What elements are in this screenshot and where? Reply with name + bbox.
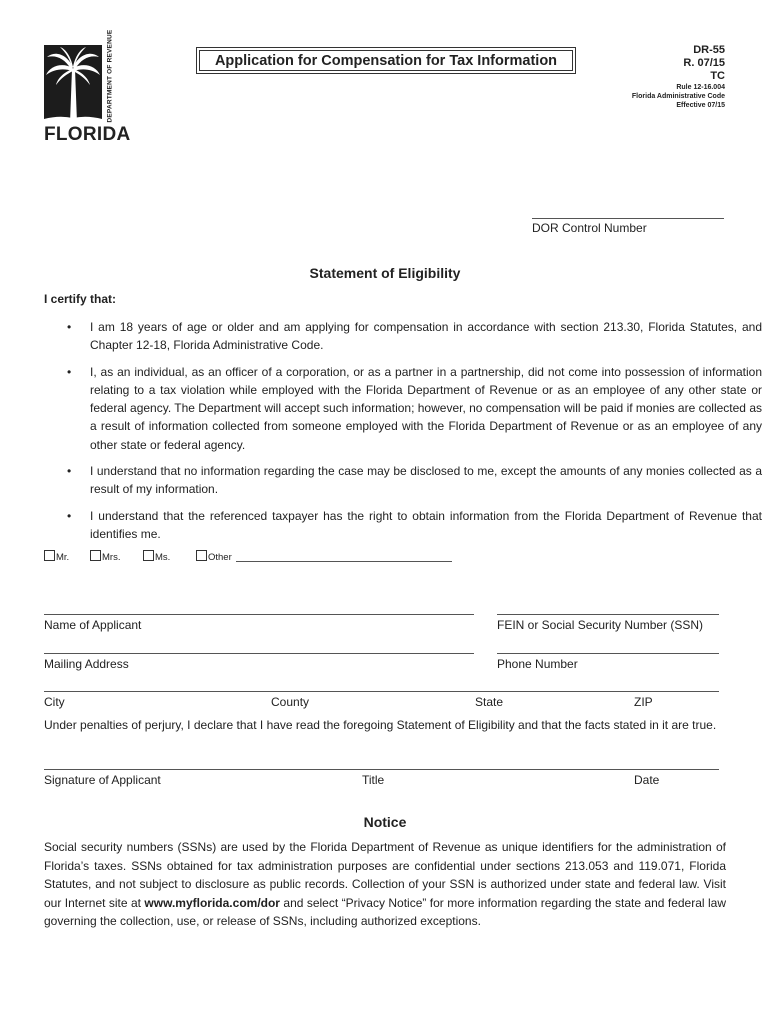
mrs-checkbox[interactable] [90,550,101,561]
mailing-field[interactable] [44,653,474,654]
palm-tree-logo [44,45,102,123]
form-title-box [196,47,576,74]
admin-code: Florida Administrative Code [631,93,725,100]
statement-heading: Statement of Eligibility [309,265,461,281]
list-item: • I, as an individual, as an officer of a corporation, or as a partner in a partnership, did not come into possession of information relating to a tax violation while employed with the Florida Department of Revenue or as an employee of any other state or federal agency. The Department will accept such information; however, no compensation will be paid if monies are collected as a result of information collected from someone employed with the Florida Department of Revenue or as an employee of any other state or federal agency. [90,363,762,454]
other-checkbox[interactable] [196,550,207,561]
list-item: • I understand that no information regarding the case may be disclosed to me, except the amounts of any monies collected as a result of my information. [90,462,762,499]
revision: R. 07/15 [683,57,725,69]
florida-wordmark: FLORIDA [44,124,131,145]
name-field[interactable] [44,614,474,615]
title-label: Title [362,773,385,787]
state-label: State [475,695,504,709]
county-label: County [271,695,310,709]
date-label: Date [634,773,660,787]
title-mr[interactable]: Mr. [44,550,69,563]
phone-field[interactable] [497,653,719,654]
fein-label: FEIN or Social Security Number (SSN) [497,618,704,632]
list-item: • I am 18 years of age or older and am applying for compensation in accordance with section 213.30, Florida Statutes, and Chapter 12-18, Florida Administrative Code. [90,318,762,355]
certification-list [56,318,762,551]
form-title: Application for Compensation for Tax Information [199,50,573,71]
ms-checkbox[interactable] [143,550,154,561]
palm-tree-icon [44,45,102,123]
perjury-statement: Under penalties of perjury, I declare that I have read the foregoing Statement of Eligibility and that the facts stated in it are true. [44,718,717,732]
title-ms[interactable]: Ms. [143,550,170,563]
signature-label: Signature of Applicant [44,773,161,787]
form-identifier [632,44,725,110]
title-other[interactable]: Other [196,550,232,563]
mailing-label: Mailing Address [44,657,129,671]
address-field[interactable] [44,691,719,692]
notice-heading: Notice [363,814,407,830]
list-item: • I understand that the referenced taxpayer has the right to obtain information from the Florida Department of Revenue that identifies me. [90,507,762,544]
form-number: DR-55 [693,44,725,56]
certify-intro: I certify that: [44,292,117,306]
mr-checkbox[interactable] [44,550,55,561]
city-label: City [44,695,65,709]
dor-control-field[interactable] [532,218,724,219]
signature-field[interactable] [44,769,719,770]
department-label: DEPARTMENT OF REVENUE [106,29,114,123]
form-code: TC [710,70,725,82]
zip-label: ZIP [634,695,653,709]
rule: Rule 12-16.004 [676,84,725,91]
fein-field[interactable] [497,614,719,615]
privacy-link[interactable]: www.myflorida.com/dor [144,895,280,910]
title-mrs[interactable]: Mrs. [90,550,120,563]
name-label: Name of Applicant [44,618,142,632]
effective-date: Effective 07/15 [676,102,725,109]
notice-text: Social security numbers (SSNs) are used by the Florida Department of Revenue as unique identifiers for the administration of Florida’s taxes. SSNs obtained for tax administration purposes are confidential under sections 213.053 and 119.071, Florida Statutes, and not subject to disclosure as public records. Collection of your SSN is authorized under state and federal law. Visit our Internet site at www.myflorida.com/dor and select “Privacy Notice” for more information regarding the state and federal law governing the collection, use, or release of SSNs, including authorized exceptions. [44,840,726,929]
other-title-field[interactable] [236,561,452,562]
dor-control-label: DOR Control Number [532,221,647,235]
phone-label: Phone Number [497,657,578,671]
